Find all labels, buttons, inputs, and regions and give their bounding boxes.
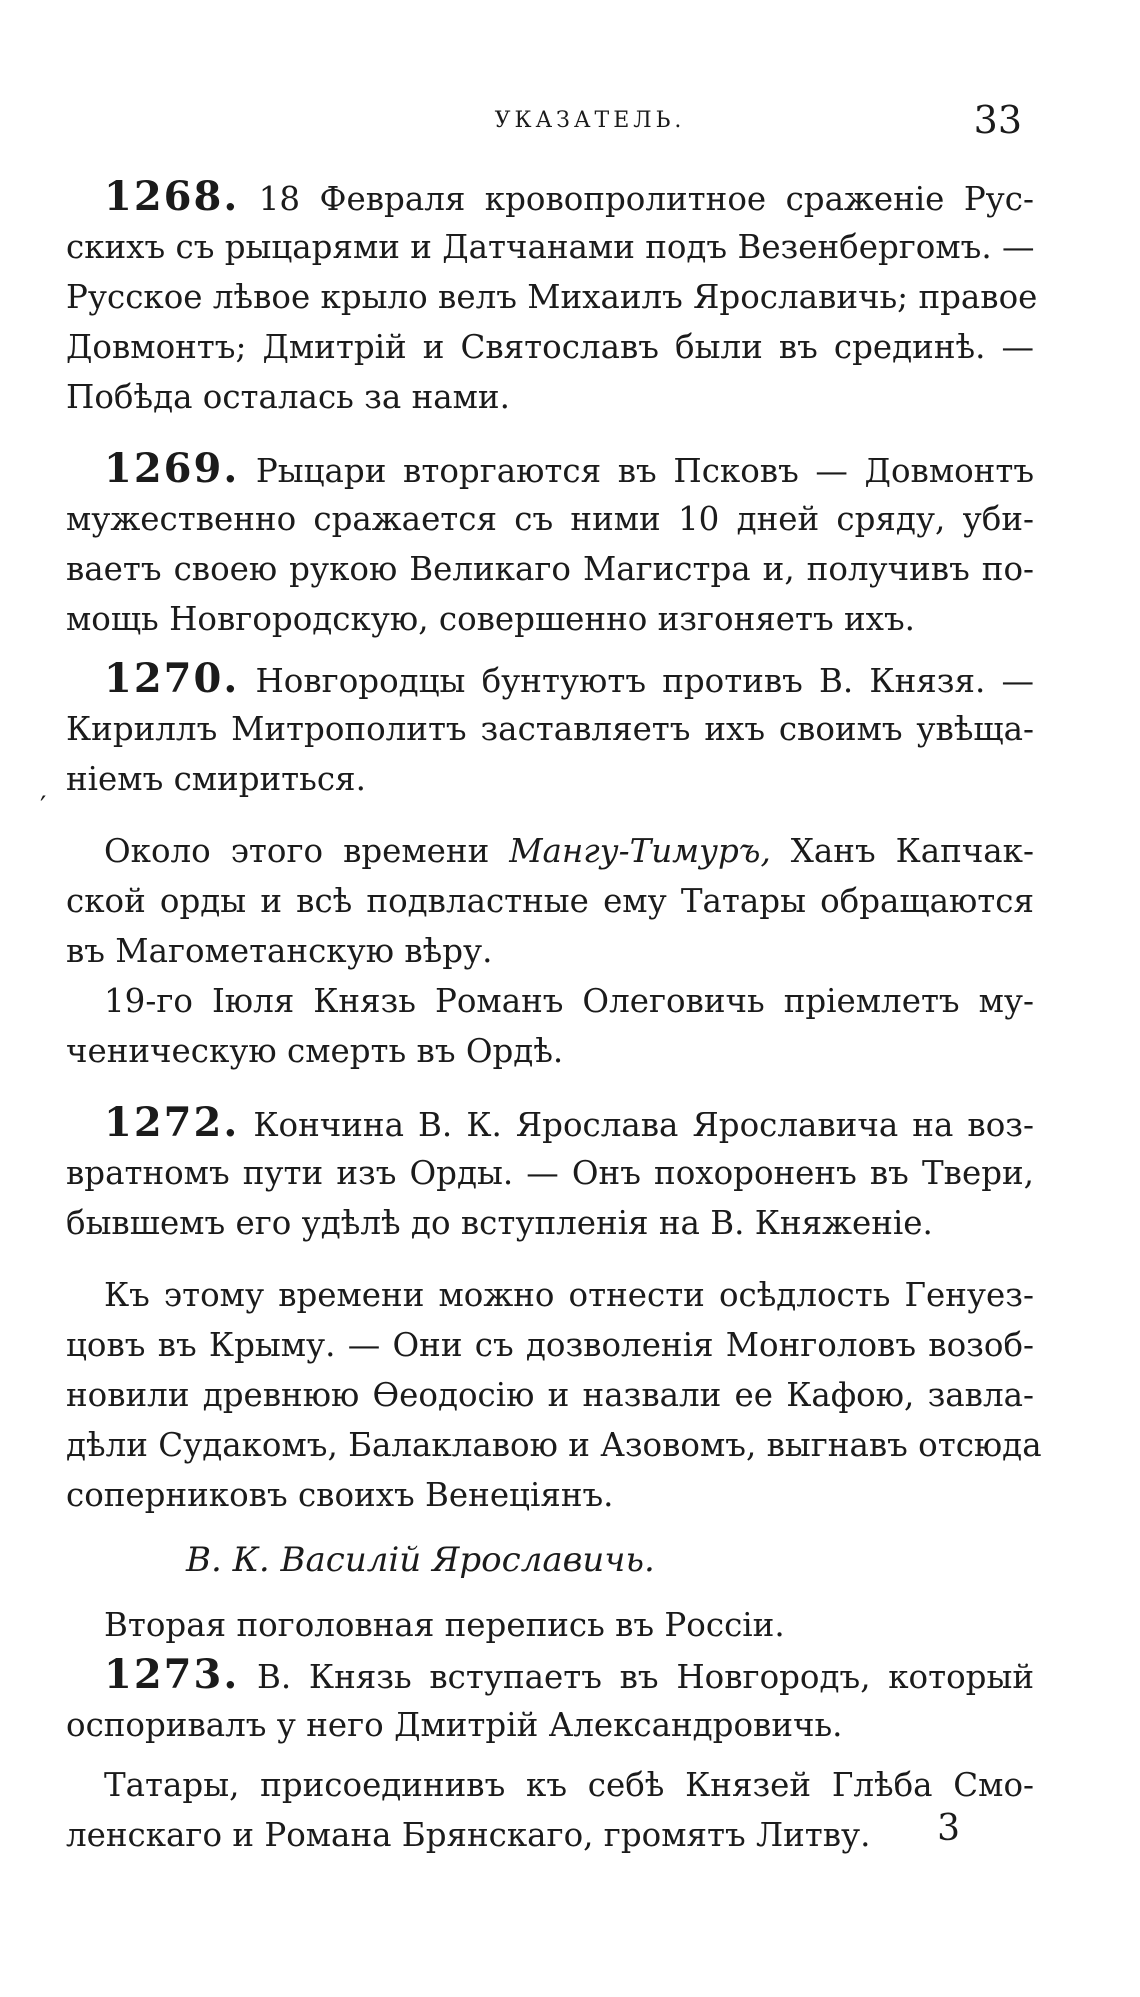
year-label: 1270. xyxy=(104,655,240,702)
census-line: Вторая поголовная перепись въ Россіи. xyxy=(104,1606,785,1644)
main-text xyxy=(66,172,1042,1860)
text-line: въ Магометанскую вѣру. xyxy=(66,932,493,970)
text-line: 1268. 18 Февраля кровопролитное сраженіе Рус- xyxy=(104,173,1034,220)
text-line: Довмонтъ; Дмитрій и Святославъ были въ срединѣ. — xyxy=(66,328,1034,366)
year-label: 1273. xyxy=(104,1651,240,1698)
entry-1272 xyxy=(66,1098,1034,1248)
text-line: 1273. В. Князь вступаетъ въ Новгородъ, который xyxy=(104,1651,1034,1698)
entry-1270 xyxy=(66,654,1034,804)
text-line: 19-го Іюля Князь Романъ Олеговичь пріемлетъ му- xyxy=(104,982,1034,1020)
text-line: 1269. Рыцари вторгаются въ Псковъ — Довмонтъ xyxy=(104,445,1034,492)
signature-mark: 3 xyxy=(937,1808,960,1849)
text-line: дѣли Судакомъ, Балаклавою и Азовомъ, выгнавъ отсюда xyxy=(66,1426,1042,1464)
text-line: ніемъ смириться. xyxy=(66,760,366,798)
paragraph-tatars xyxy=(66,1760,1034,1860)
text-line: цовъ въ Крыму. — Они съ дозволенія Монголовъ возоб- xyxy=(66,1326,1034,1364)
year-label: 1269. xyxy=(104,445,240,492)
text-line: оспоривалъ у него Дмитрій Александровичь. xyxy=(66,1706,843,1744)
text-line: Около этого времени Мангу-Тимуръ, Ханъ Капчак- xyxy=(104,832,1034,870)
text-line: 1272. Кончина В. К. Ярослава Ярославича на воз- xyxy=(104,1099,1034,1146)
text-line: вратномъ пути изъ Орды. — Онъ похороненъ въ Твери, xyxy=(66,1154,1034,1192)
text-line: новили древнюю Ѳеодосію и назвали ее Кафою, завла- xyxy=(66,1376,1034,1414)
entry-1268 xyxy=(66,172,1038,422)
entry-1273 xyxy=(66,1650,1034,1750)
text-line: ской орды и всѣ подвластные ему Татары обращаются xyxy=(66,882,1034,920)
entry-1269 xyxy=(66,444,1034,644)
paragraph-genoese xyxy=(66,1270,1042,1520)
year-label: 1272. xyxy=(104,1099,240,1146)
text-line: ленскаго и Романа Брянскаго, громятъ Литву. xyxy=(66,1816,871,1854)
paragraph-mangu-timur xyxy=(66,826,1034,976)
text-line: соперниковъ своихъ Венеціянъ. xyxy=(66,1476,614,1514)
running-title: УКАЗАТЕЛЬ. xyxy=(494,108,686,133)
page-number: 33 xyxy=(973,98,1022,142)
text-line: ченическую смерть въ Ордѣ. xyxy=(66,1032,564,1070)
paragraph-roman xyxy=(66,976,1034,1076)
text-line: 1270. Новгородцы бунтуютъ противъ В. Князя. — xyxy=(104,655,1034,702)
text-line: ваетъ своею рукою Великаго Магистра и, получивъ по- xyxy=(66,550,1034,588)
year-label: 1268. xyxy=(104,173,240,220)
text-line: Кириллъ Митрополитъ заставляетъ ихъ своимъ увѣща- xyxy=(66,710,1034,748)
text-line: Татары, присоединивъ къ себѣ Князей Глѣба Смо- xyxy=(104,1766,1034,1804)
text-line: Къ этому времени можно отнести осѣдлость Генуез- xyxy=(104,1276,1034,1314)
italic-name: Мангу-Тимуръ, xyxy=(509,832,771,870)
margin-mark: ′ xyxy=(40,790,47,823)
text-line: Русское лѣвое крыло велъ Михаилъ Ярославичь; правое xyxy=(66,278,1038,316)
text-line: мощь Новгородскую, совершенно изгоняетъ ихъ. xyxy=(66,600,915,638)
ruler-heading: В. К. Василій Ярославичь. xyxy=(186,1540,655,1580)
text-line: скихъ съ рыцарями и Датчанами подъ Везенбергомъ. — xyxy=(66,228,1035,266)
text-line: мужественно сражается съ ними 10 дней сряду, уби- xyxy=(66,500,1034,538)
text-line: бывшемъ его удѣлѣ до вступленія на В. Княженіе. xyxy=(66,1204,933,1242)
text-line: Побѣда осталась за нами. xyxy=(66,378,510,416)
